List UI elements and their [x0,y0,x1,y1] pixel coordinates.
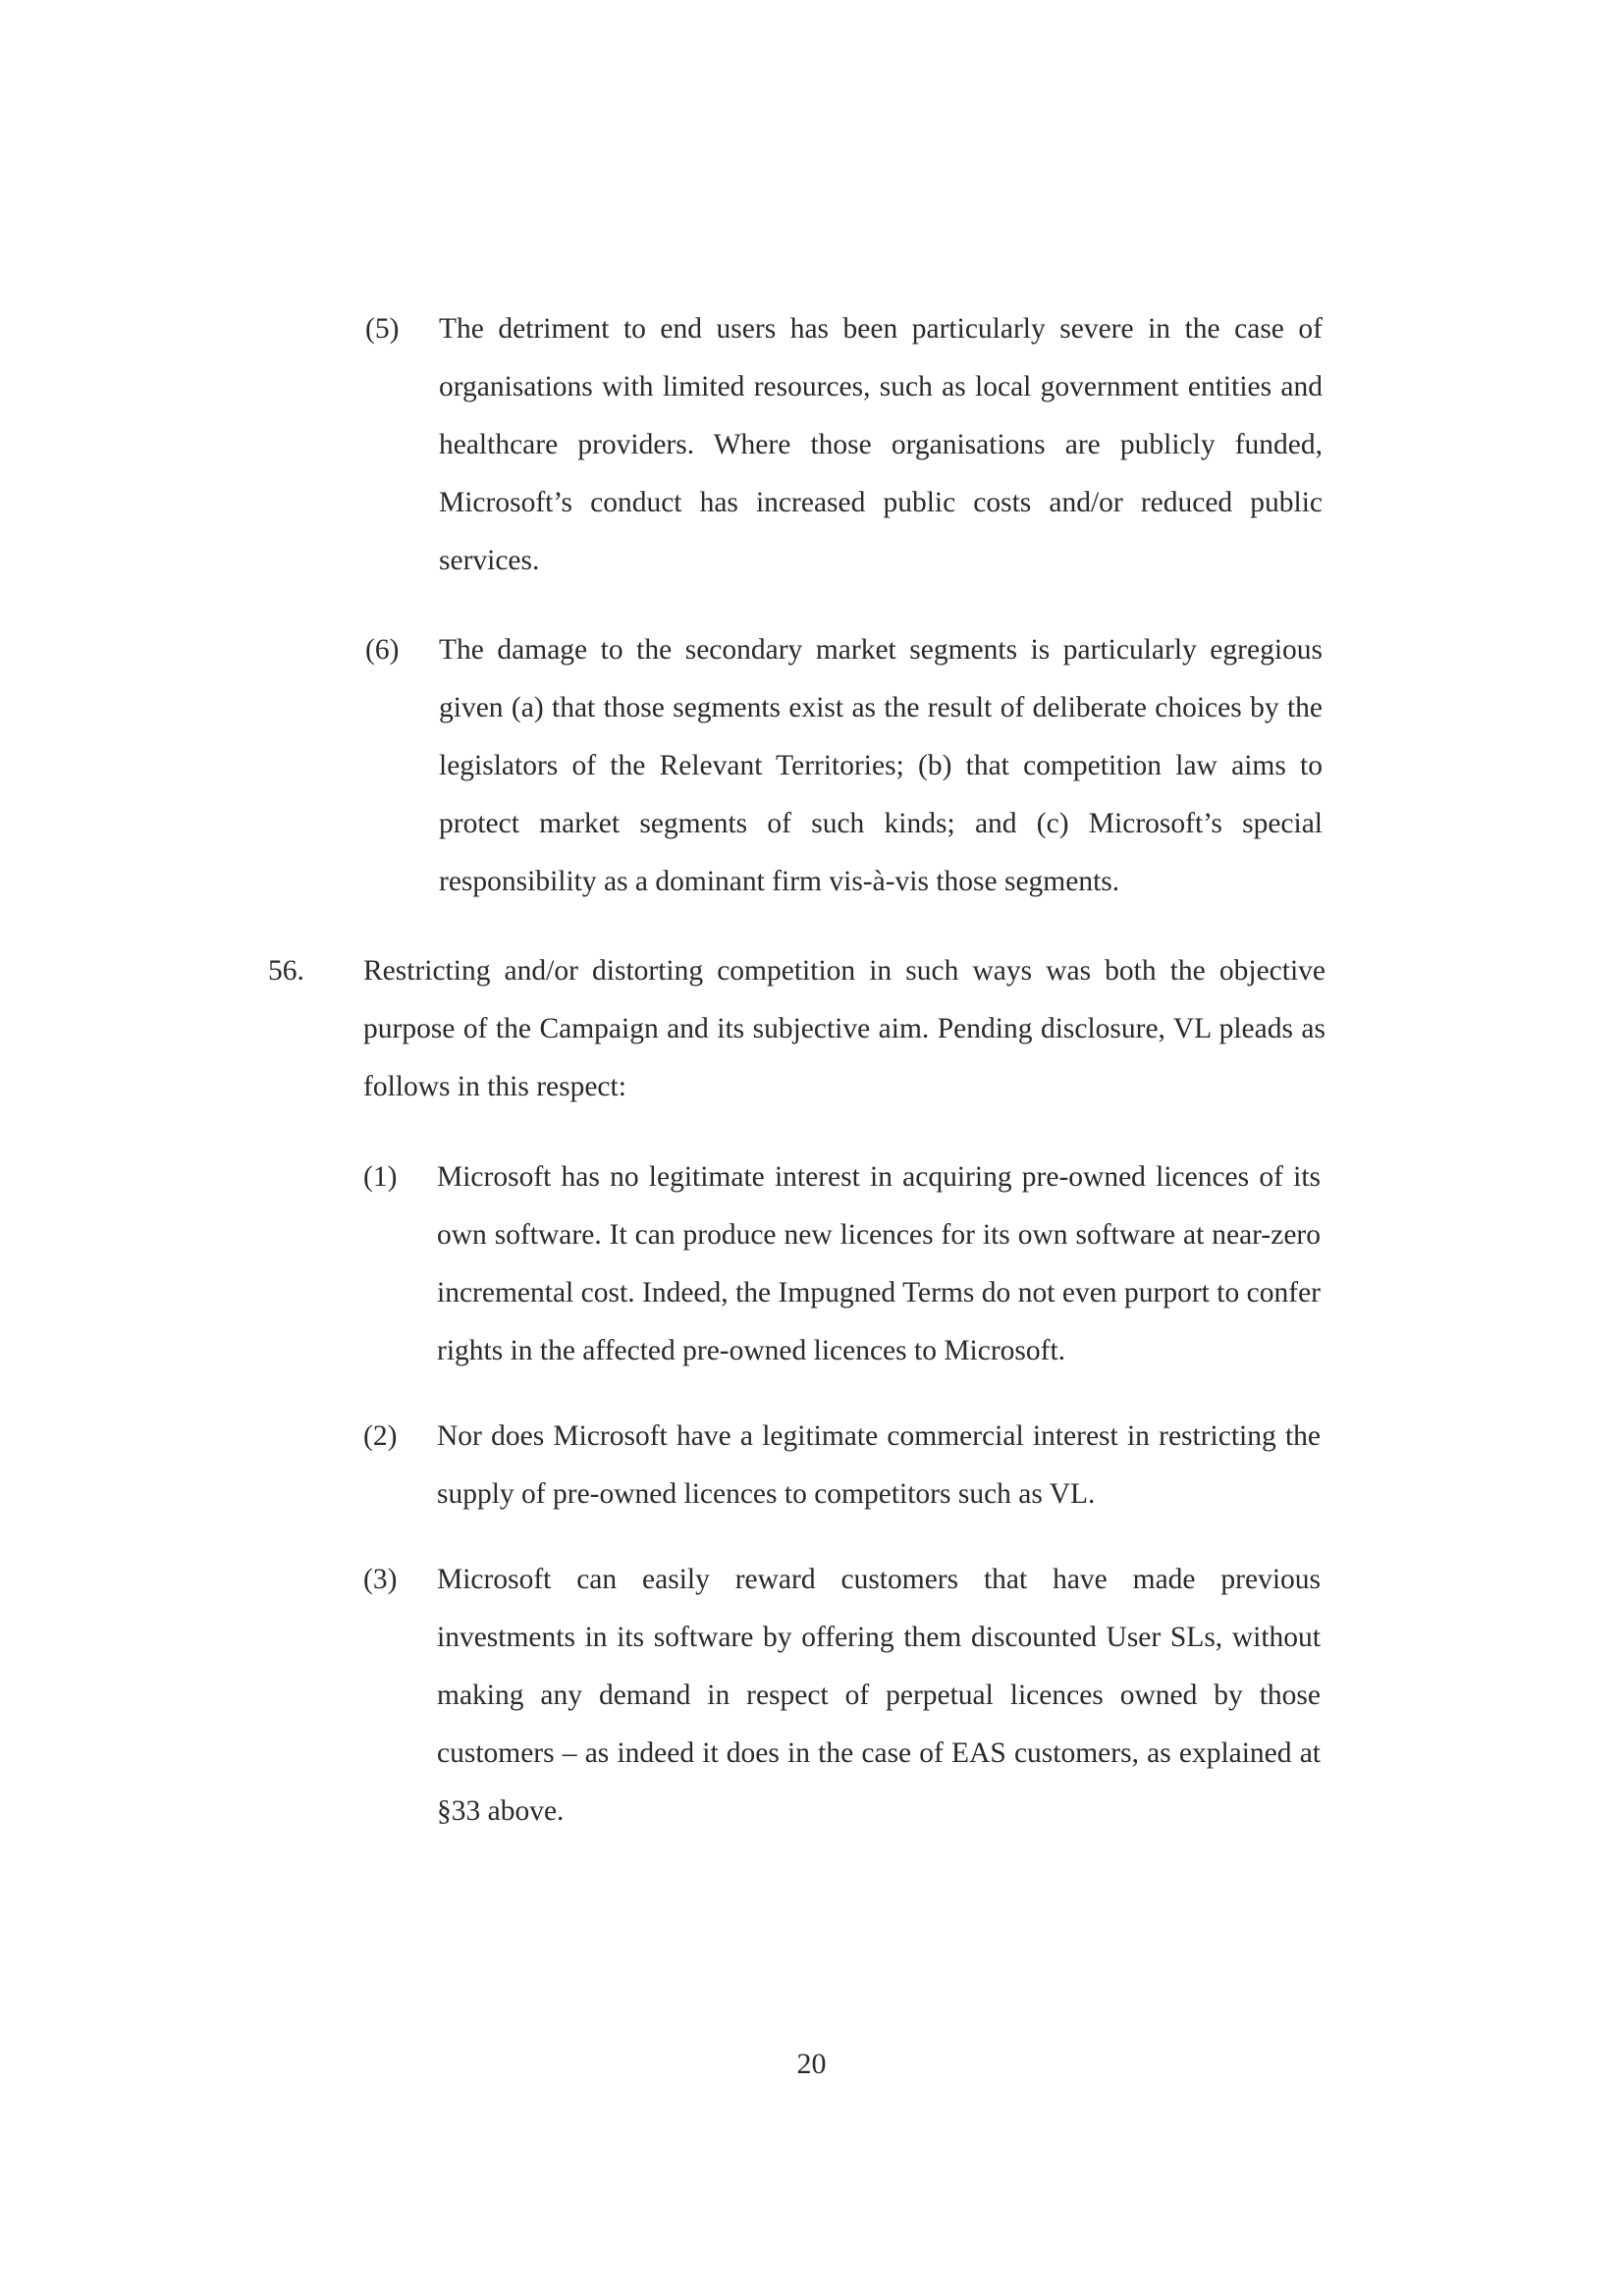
subparagraph-text: Nor does Microsoft have a legitimate commercial interest in restricting the supply of pre-owned licences to competitors such as VL. [437,1420,1321,1510]
subparagraph-label: (6) [365,634,400,666]
page-number: 20 [796,2048,827,2080]
subparagraph-text: Microsoft has no legitimate interest in acquiring pre-owned licences of its own software. It can produce new licences for its own software at near-zero incremental cost. Indeed, the Impugned Terms do not even purport to confer rights in the affected pre-owned licences to Microsoft. [437,1161,1321,1366]
subparagraph-text: The detriment to end users has been particularly severe in the case of organisations with limited resources, such as local government entities and healthcare providers. Where those organisations are publicly funded, Microsoft’s conduct has increased public costs and/or reduced public services. [439,313,1323,576]
subparagraph-text: Microsoft can easily reward customers that have made previous investments in its software by offering them discounted User SLs, without making any demand in respect of perpetual licences owned by those customers – as indeed it does in the case of EAS customers, as explained at §33 above. [437,1564,1321,1827]
paragraph-label: 56. [268,955,304,987]
subparagraph-label: (1) [363,1161,398,1193]
paragraph-text: Restricting and/or distorting competition in such ways was both the objective purpose of the Campaign and its subjective aim. Pending disclosure, VL pleads as follows in this respect: [363,955,1325,1102]
subparagraph-label: (2) [363,1420,398,1452]
subparagraph-text: The damage to the secondary market segments is particularly egregious given (a) that those segments exist as the result of deliberate choices by the legislators of the Relevant Territories; (b) that competition law aims to protect market segments of such kinds; and (c) Microsoft’s special responsibility as a dominant firm vis-à-vis those segments. [439,634,1323,897]
subparagraph-label: (3) [363,1564,398,1595]
subparagraph-label: (5) [365,313,400,345]
